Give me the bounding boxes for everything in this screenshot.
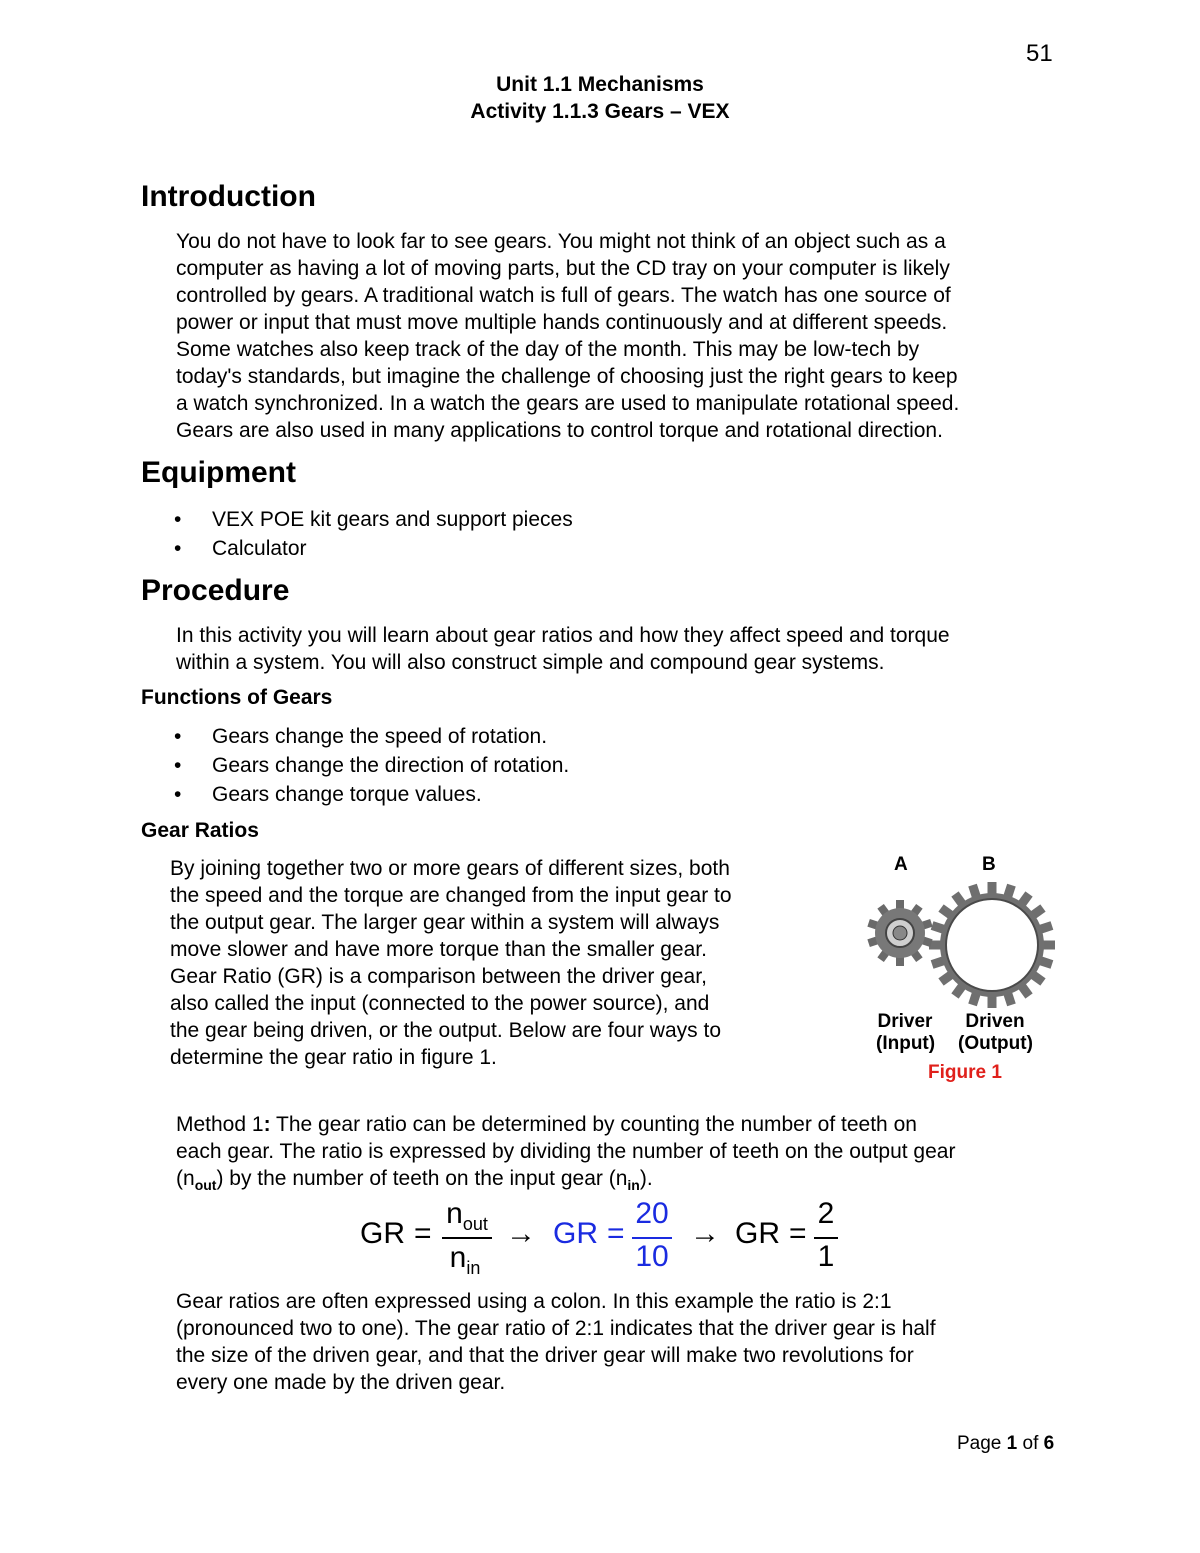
footer-of-word: of: [1017, 1433, 1044, 1454]
eq-fraction-denominator: [445, 1241, 485, 1279]
eq-arrow-2: →: [690, 1217, 720, 1250]
eq-fraction-bar-final: [814, 1237, 838, 1239]
procedure-line: In this activity you will learn about gear ratios and how they affect speed and torque: [176, 624, 950, 647]
equipment-heading: Equipment: [141, 456, 296, 489]
intro-line: today's standards, but imagine the challenge of choosing just the right gears to keep: [176, 365, 958, 388]
header-unit-title: Unit 1.1 Mechanisms: [496, 73, 704, 96]
eq-sub-in: in: [466, 1258, 481, 1278]
equipment-list: [174, 505, 573, 563]
functions-list: [174, 722, 569, 809]
explanation-line: every one made by the driven gear.: [176, 1371, 506, 1394]
explanation-line: Gear ratios are often expressed using a colon. In this example the ratio is 2:1: [176, 1290, 892, 1313]
gear-ratios-heading: Gear Ratios: [141, 819, 259, 842]
driven-label-line2: (Output): [958, 1033, 1033, 1054]
intro-line: power or input that must move multiple hands continuously and at different speeds.: [176, 311, 948, 334]
list-item: • Gears change torque values.: [174, 780, 569, 809]
subscript-in: in: [627, 1177, 640, 1194]
eq-n-in: n: [449, 1241, 467, 1274]
gear-ratios-line: the output gear. The larger gear within a system will always: [170, 911, 720, 934]
intro-line: Some watches also keep track of the day of the month. This may be low-tech by: [176, 338, 920, 361]
eq-equals-3: =: [789, 1217, 807, 1250]
list-item: • Calculator: [174, 534, 573, 563]
gear-ratios-paragraph: [170, 855, 830, 1071]
eq-gr-3: GR: [735, 1217, 780, 1250]
intro-line: computer as having a lot of moving parts, but the CD tray on your computer is likely: [176, 257, 950, 280]
intro-line: You do not have to look far to see gears. You might not think of an object such as a: [176, 230, 946, 253]
procedure-heading: Procedure: [141, 574, 290, 607]
page-footer: [957, 1433, 1054, 1455]
eq-arrow-1: →: [506, 1217, 536, 1250]
driver-label-line2: (Input): [876, 1033, 936, 1054]
method1-label: Method 1: [176, 1113, 264, 1136]
gear-ratio-equation: [0, 1195, 1200, 1285]
gear-ratios-line: determine the gear ratio in figure 1.: [170, 1046, 497, 1069]
gear-ratios-line: the gear being driven, or the output. Below are four ways to: [170, 1019, 721, 1042]
driver-label-line1: Driver: [877, 1011, 933, 1032]
method1-line1: [176, 1111, 1076, 1138]
gear-ratios-line: the speed and the torque are changed from the input gear to: [170, 884, 732, 907]
method1-line3-part: (n: [176, 1167, 195, 1190]
eq-fraction-bar-blue: [632, 1237, 672, 1239]
eq-sub-out: out: [462, 1214, 488, 1234]
eq-numerator-2: 2: [817, 1197, 835, 1230]
method1-paragraph: [176, 1111, 1076, 1199]
intro-line: Gears are also used in many applications to control torque and rotational direction.: [176, 419, 943, 442]
footer-total-pages: 6: [1043, 1433, 1055, 1454]
header-activity-title: Activity 1.1.3 Gears – VEX: [470, 100, 730, 123]
explanation-line: (pronounced two to one). The gear ratio of 2:1 indicates that the driver gear is half: [176, 1317, 936, 1340]
eq-equals-2: =: [607, 1217, 625, 1250]
list-item: • VEX POE kit gears and support pieces: [174, 505, 573, 534]
eq-n-out: n: [446, 1197, 463, 1230]
driver-label: [876, 1011, 934, 1055]
intro-line: controlled by gears. A traditional watch is full of gears. The watch has one source of: [176, 284, 951, 307]
eq-gr-1: GR: [360, 1217, 405, 1250]
eq-denominator-1: 1: [817, 1240, 835, 1273]
gear-ratios-line: By joining together two or more gears of different sizes, both: [170, 857, 730, 880]
gear-pair-illustration: [860, 875, 1060, 1015]
eq-numerator-20: 20: [635, 1197, 669, 1230]
procedure-line: within a system. You will also construct simple and compound gear systems.: [176, 651, 885, 674]
figure-caption: Figure 1: [928, 1062, 1002, 1083]
gear-ratios-line: also called the input (connected to the power source), and: [170, 992, 710, 1015]
subscript-out: out: [194, 1177, 217, 1194]
eq-equals-1: =: [414, 1217, 432, 1250]
gear-b-driven: [929, 882, 1055, 1008]
driven-label-line1: Driven: [965, 1011, 1025, 1032]
method1-line3-part: ).: [639, 1167, 653, 1190]
eq-fraction-bar: [442, 1237, 492, 1239]
method1-line1-text: The gear ratio can be determined by counting the number of teeth on: [270, 1113, 917, 1136]
gear-ratios-line: Gear Ratio (GR) is a comparison between the driver gear,: [170, 965, 707, 988]
page-number: 51: [1026, 40, 1053, 67]
intro-line: a watch synchronized. In a watch the gears are used to manipulate rotational speed.: [176, 392, 960, 415]
driven-label: [958, 1011, 1032, 1055]
footer-page-word: Page: [957, 1433, 1007, 1454]
eq-fraction-symbolic: [442, 1197, 492, 1235]
colon-explanation-paragraph: [176, 1288, 1076, 1396]
eq-denominator-10: 10: [635, 1240, 669, 1273]
introduction-heading: Introduction: [141, 180, 316, 213]
footer-current-page: 1: [1006, 1433, 1018, 1454]
list-item: • Gears change the speed of rotation.: [174, 722, 569, 751]
method1-line2: each gear. The ratio is expressed by dividing the number of teeth on the output gear: [176, 1140, 956, 1163]
list-item: • Gears change the direction of rotation.: [174, 751, 569, 780]
figure-1: [860, 850, 1060, 1085]
figure-label-a: A: [894, 854, 908, 875]
figure-label-b: B: [982, 854, 996, 875]
eq-gr-2: GR: [553, 1217, 598, 1250]
explanation-line: the size of the driven gear, and that the driver gear will make two revolutions for: [176, 1344, 914, 1367]
functions-heading: Functions of Gears: [141, 686, 333, 709]
gear-a-driver: [867, 900, 932, 966]
gear-ratios-line: move slower and have more torque than the smaller gear.: [170, 938, 707, 961]
introduction-paragraph: [176, 228, 1076, 444]
method1-colon: :: [263, 1113, 271, 1136]
procedure-paragraph: [176, 622, 1076, 676]
method1-line3-part: ) by the number of teeth on the input gear (n: [216, 1167, 628, 1190]
